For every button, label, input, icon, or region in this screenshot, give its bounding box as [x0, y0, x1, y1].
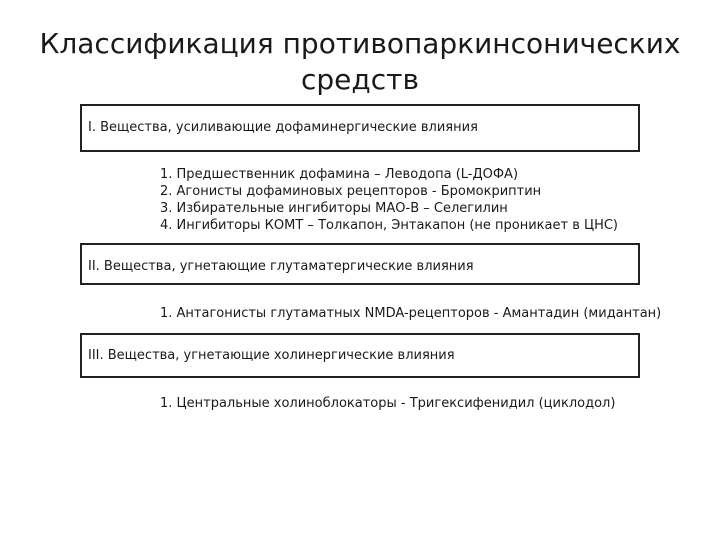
- slide-title: [0, 26, 720, 98]
- section-2-list: [160, 305, 661, 322]
- title-line-2: средств: [301, 63, 419, 96]
- section-1-box: [80, 104, 640, 152]
- list-item: 1. Центральные холиноблокаторы - Тригексифенидил (циклодол): [160, 396, 616, 411]
- list-item: 3. Избирательные ингибиторы МАО-В – Селегилин: [160, 201, 508, 216]
- section-1-heading: I. Вещества, усиливающие дофаминергические влияния: [88, 120, 478, 135]
- section-1-list: [160, 166, 618, 234]
- section-3-box: [80, 333, 640, 378]
- list-item: 2. Агонисты дофаминовых рецепторов - Бромокриптин: [160, 184, 542, 199]
- section-3-heading: III. Вещества, угнетающие холинергические влияния: [88, 348, 455, 363]
- section-3-list: [160, 395, 615, 412]
- section-2-box: [80, 243, 640, 285]
- list-item: 4. Ингибиторы КОМТ – Толкапон, Энтакапон (не проникает в ЦНС): [160, 218, 619, 233]
- title-line-1: Классификация противопаркинсонических: [39, 27, 681, 60]
- section-2-heading: II. Вещества, угнетающие глутаматергические влияния: [88, 259, 474, 274]
- list-item: 1. Антагонисты глутаматных NMDA-рецепторов - Амантадин (мидантан): [160, 306, 662, 321]
- list-item: 1. Предшественник дофамина – Леводопа (L-ДОФА): [160, 167, 519, 182]
